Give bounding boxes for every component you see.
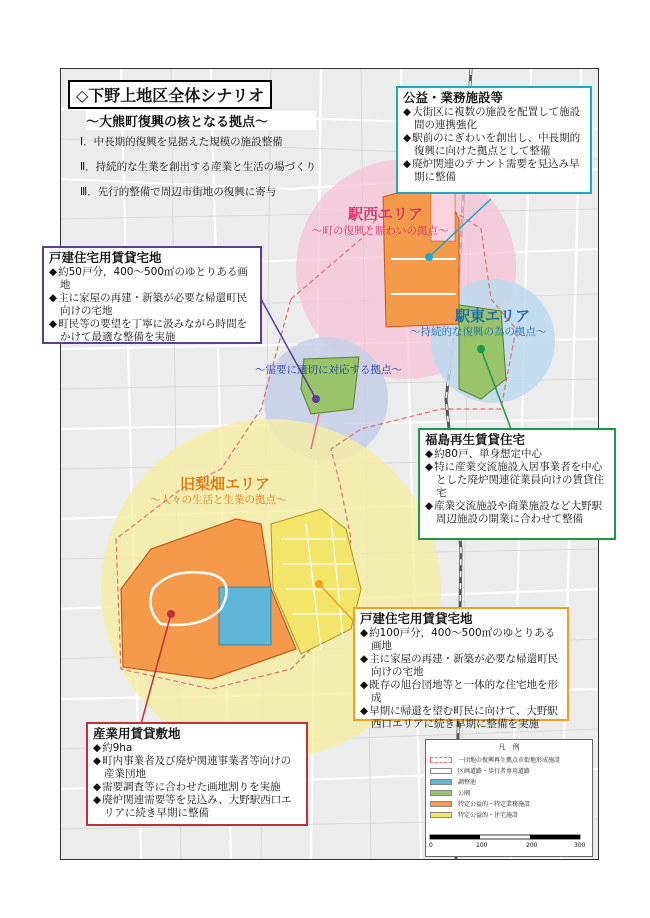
legend-row <box>430 787 588 798</box>
fukushima-heading: 福島再生賃貸住宅 <box>425 432 526 447</box>
koeki-item: ◆ 駅前のにぎわいを創出し、中長期的復興に向けた拠点として整備 <box>403 132 585 158</box>
page-title: ◇下野上地区全体シナリオ <box>68 80 272 109</box>
legend-label: 公園 <box>458 790 471 797</box>
kyunashi-label: 旧梨畑エリア <box>180 475 271 493</box>
fukushima-item: ◆ 約80戸、単身想定中心 <box>425 448 609 461</box>
principle-2: Ⅱ．持続的な生業を創出する産業と生活の場づくり <box>80 161 317 173</box>
scale-100: 100 <box>476 842 488 849</box>
legend-swatch <box>430 801 452 807</box>
kodate-a-item: ◆ 町民等の要望を丁寧に汲みながら時間をかけて最適な整備を実施 <box>49 318 255 344</box>
ekinishi-tagline: 〜町の復興と賑わいの拠点〜 <box>312 225 449 237</box>
kodate-b-item: ◆ 主に家屋の再建・新築が必要な帰還町民向けの宅地 <box>360 653 562 679</box>
kodate-a-heading: 戸建住宅用賃貸宅地 <box>49 250 162 265</box>
kodate-b-item: ◆ 既存の旭台団地等と一体的な住宅地を形成 <box>360 679 562 705</box>
legend-label: 調整池 <box>458 779 477 786</box>
kyunashi-tagline: 〜人々の生活と生業の拠点〜 <box>150 494 287 506</box>
koeki-item: ◆ 廃炉関連のテナント需要を見込み早期に整備 <box>403 158 585 184</box>
scenario-title-block <box>68 80 316 199</box>
sangyo-item: ◆ 約9ha <box>93 742 301 755</box>
legend-label: 特定公益的・住宅施設 <box>458 812 519 819</box>
sangyo-item: ◆ 町内事業者及び廃炉関連事業者等向けの産業団地 <box>93 755 301 781</box>
koeki-callout <box>396 86 592 194</box>
kodate-b-item: ◆ 早期に帰還を望む町民に向けて、大野駅西口エリアに続き早期に整備を実施 <box>360 705 562 731</box>
principle-1: Ⅰ．中長期的復興を見据えた規模の施設整備 <box>80 136 283 148</box>
legend-swatch <box>430 779 452 785</box>
sangyo-item: ◆ 需要調査等に合わせた画地割りを実施 <box>93 781 301 794</box>
ekihigashi-tagline: 〜持続的な復興の為の拠点〜 <box>410 326 547 338</box>
ekinishi-label: 駅西エリア <box>348 205 424 223</box>
fukushima-callout <box>418 428 616 540</box>
legend-row <box>430 776 588 787</box>
legend-label: 一団地の復興再生拠点市街地形成施設 <box>458 757 561 764</box>
principle-3: Ⅲ．先行的整備で周辺市街地の復興に寄与 <box>80 186 277 198</box>
legend-swatch <box>430 790 452 796</box>
page-subtitle: 〜大熊町復興の核となる拠点〜 <box>86 111 316 130</box>
legend-label: 区画道路・歩行者専用道路 <box>458 768 531 775</box>
legend-swatch <box>430 768 452 774</box>
juyou-tagline: 〜需要に適切に対応する拠点〜 <box>255 364 402 376</box>
sangyo-heading: 産業用賃貸敷地 <box>93 726 181 741</box>
legend-label: 特定公益的・特定業務施設 <box>458 801 531 808</box>
legend-swatch <box>430 757 452 763</box>
koeki-item: ◆ 大街区に複数の施設を配置して施設間の連携強化 <box>403 106 585 132</box>
kodate-a-callout <box>42 246 262 344</box>
kodate-b-heading: 戸建住宅用賃貸宅地 <box>360 611 473 626</box>
legend-row <box>430 765 588 776</box>
scale-200: 200 <box>526 842 538 849</box>
koeki-heading: 公益・業務施設等 <box>403 90 504 105</box>
fukushima-item: ◆ 産業交流施設や商業施設など大野駅周辺施設の開業に合わせて整備 <box>425 500 609 526</box>
sangyo-item: ◆ 廃炉関連需要等を見込み、大野駅西口エリアに続き早期に整備 <box>93 794 301 820</box>
kodate-b-callout <box>353 607 569 730</box>
legend-title: 凡 例 <box>498 743 520 751</box>
kodate-b-item: ◆ 約100戸分，400〜500㎡のゆとりある画地 <box>360 627 562 653</box>
legend-row <box>430 754 588 765</box>
legend-row <box>430 798 588 809</box>
scale-bar <box>428 833 588 849</box>
kodate-a-item: ◆ 約50戸分，400〜500㎡のゆとりある画地 <box>49 266 255 292</box>
kodate-a-item: ◆ 主に家屋の再建・新築が必要な帰還町民向けの宅地 <box>49 292 255 318</box>
scale-0: 0 <box>429 842 433 849</box>
legend-row <box>430 809 588 820</box>
sangyo-callout <box>86 722 308 826</box>
scale-300: 300 <box>574 842 586 849</box>
ekihigashi-label: 駅東エリア <box>455 307 531 325</box>
legend-swatch <box>430 812 452 818</box>
fukushima-item: ◆ 特に産業交流施設入居事業者を中心とした廃炉関連従業員向けの賃貸住宅 <box>425 461 609 500</box>
